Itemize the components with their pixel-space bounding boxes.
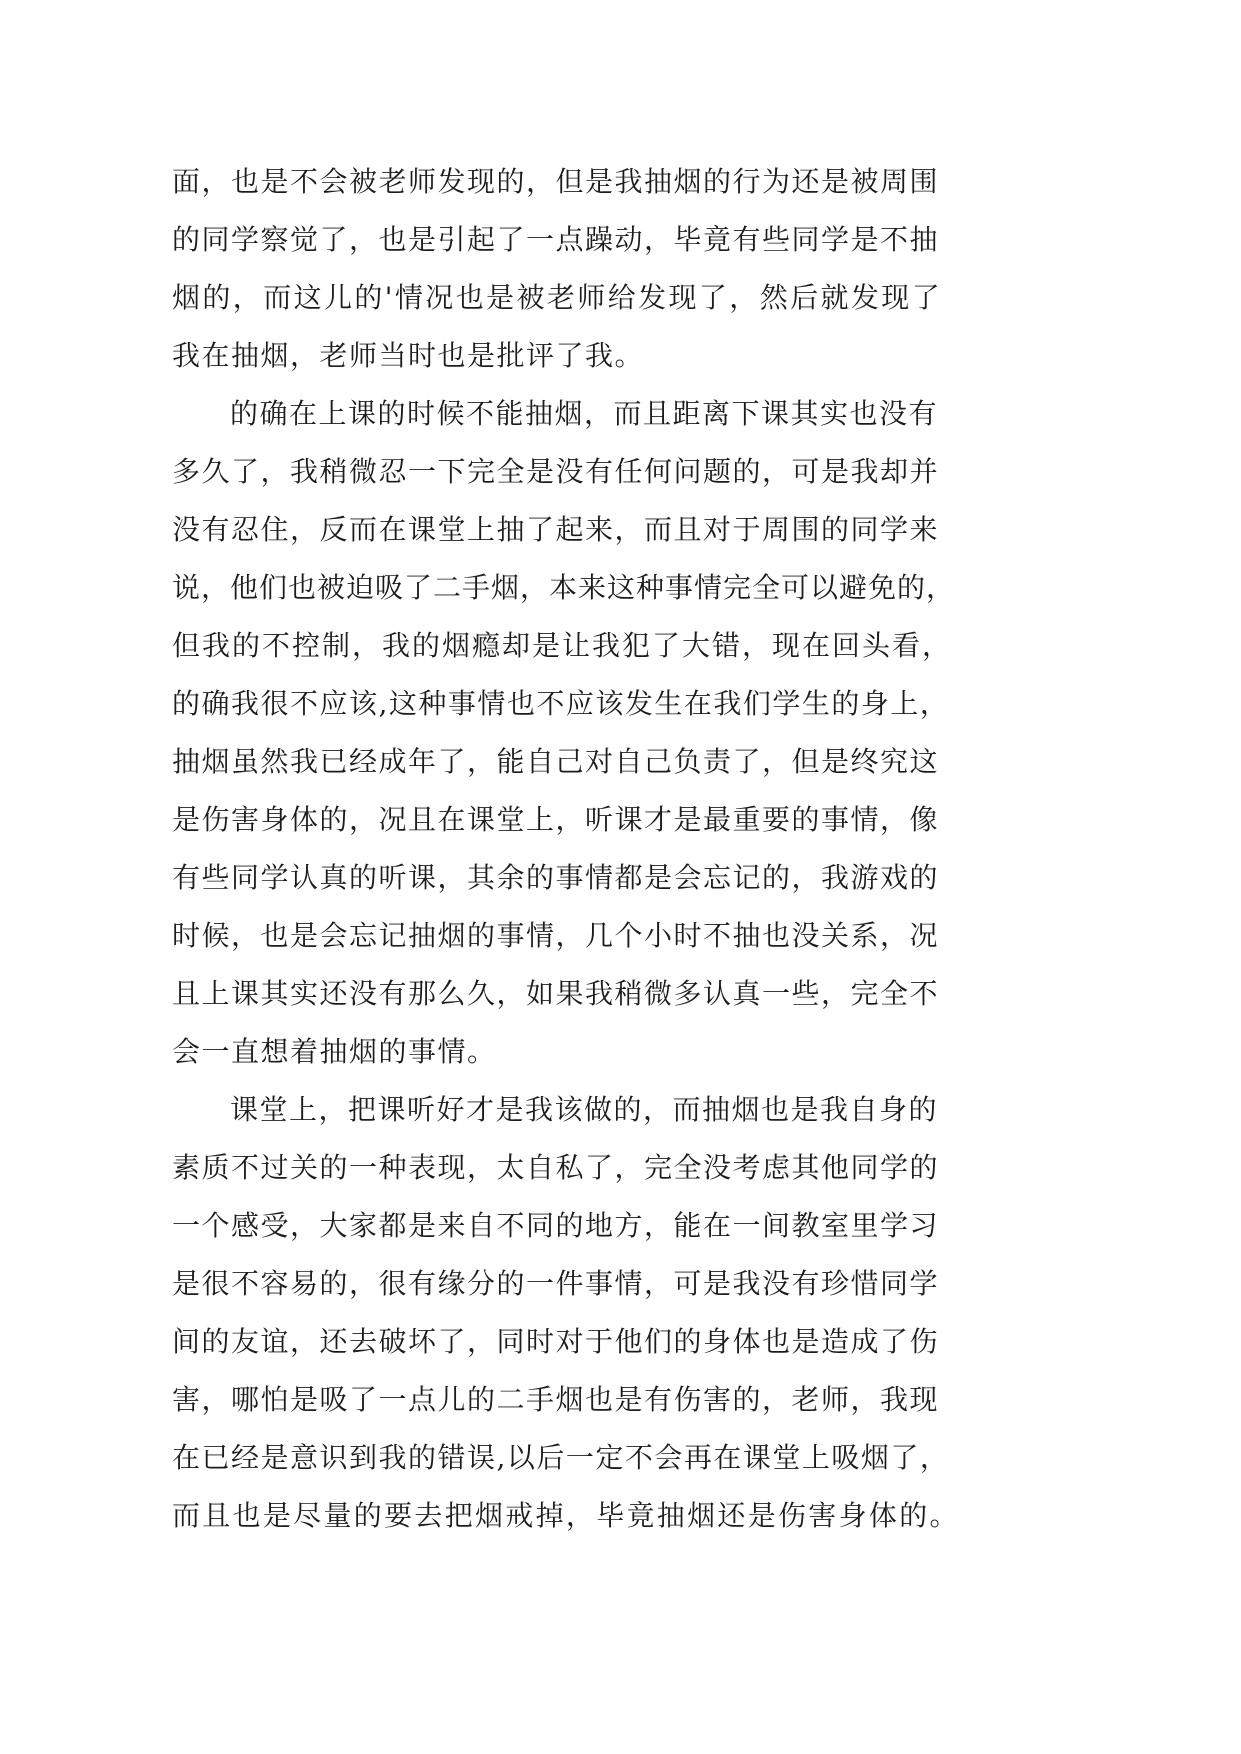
text-line: 烟的，而这儿的'情况也是被老师给发现了，然后就发现了 [172, 281, 943, 314]
text-line: 时候，也是会忘记抽烟的事情，几个小时不抽也没关系，况 [172, 919, 940, 952]
text-line: 的确在上课的时候不能抽烟，而且距离下课其实也没有 [230, 397, 939, 430]
text-line: 会一直想着抽烟的事情。 [172, 1035, 497, 1068]
text-line: 是伤害身体的，况且在课堂上，听课才是最重要的事情，像 [172, 803, 940, 836]
text-line: 课堂上，把课听好才是我该做的，而抽烟也是我自身的 [230, 1093, 939, 1126]
text-line: 多久了，我稍微忍一下完全是没有任何问题的，可是我却并 [172, 455, 940, 488]
paragraph [172, 1081, 972, 1545]
text-line: 素质不过关的一种表现，太自私了，完全没考虑其他同学的 [172, 1151, 940, 1184]
text-line: 的同学察觉了，也是引起了一点躁动，毕竟有些同学是不抽 [172, 223, 940, 256]
text-line: 说，他们也被迫吸了二手烟，本来这种事情完全可以避免的， [172, 571, 956, 604]
document-body [172, 153, 972, 1545]
text-line: 我在抽烟，老师当时也是批评了我。 [172, 339, 645, 372]
text-line: 抽烟虽然我已经成年了，能自己对自己负责了，但是终究这 [172, 745, 940, 778]
text-line: 害，哪怕是吸了一点儿的二手烟也是有伤害的，老师，我现 [172, 1383, 940, 1416]
text-line: 一个感受，大家都是来自不同的地方，能在一间教室里学习 [172, 1209, 940, 1242]
text-line: 没有忍住，反而在课堂上抽了起来，而且对于周围的同学来 [172, 513, 940, 546]
text-line: 且上课其实还没有那么久，如果我稍微多认真一些，完全不 [172, 977, 940, 1010]
text-line: 面，也是不会被老师发现的，但是我抽烟的行为还是被周围 [172, 165, 940, 198]
text-line: 的确我很不应该,这种事情也不应该发生在我们学生的身上， [172, 687, 950, 720]
text-line: 而且也是尽量的要去把烟戒掉，毕竟抽烟还是伤害身体的。 [172, 1499, 960, 1532]
text-line: 间的友谊，还去破坏了，同时对于他们的身体也是造成了伤 [172, 1325, 940, 1358]
text-line: 是很不容易的，很有缘分的一件事情，可是我没有珍惜同学 [172, 1267, 940, 1300]
text-line: 但我的不控制，我的烟瘾却是让我犯了大错，现在回头看， [172, 629, 953, 662]
paragraph [172, 385, 972, 1081]
paragraph [172, 153, 972, 385]
text-line: 在已经是意识到我的错误,以后一定不会再在课堂上吸烟了， [172, 1441, 950, 1474]
text-line: 有些同学认真的听课，其余的事情都是会忘记的，我游戏的 [172, 861, 940, 894]
